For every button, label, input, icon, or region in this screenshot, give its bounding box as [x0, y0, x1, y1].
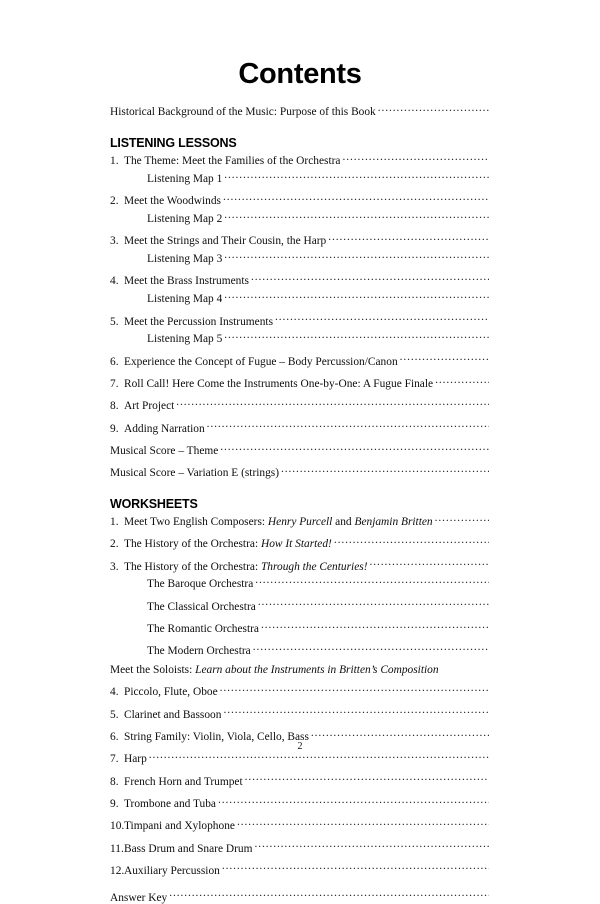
toc-entry-label-text: The History of the Orchestra:: [124, 539, 261, 551]
toc-entry-number: 11.: [110, 842, 124, 855]
toc-entry-label-text: Meet the Soloists:: [110, 665, 196, 677]
toc-entry-label-text: Meet Two English Composers:: [124, 516, 268, 528]
toc-entry-label: The Classical Orchestra: [147, 601, 256, 613]
toc-entry-label-italic: Through the Centuries!: [260, 561, 368, 573]
toc-entry-label-text: and: [332, 516, 355, 528]
toc-entry-label: Listening Map 4: [147, 294, 223, 306]
toc-entry-label: Roll Call! Here Come the Instruments One-by-One: A Fugue Finale: [124, 378, 434, 390]
toc-entry-number: 9.: [110, 797, 119, 810]
toc-entry-label: Historical Background of the Music: Purpose of this Book: [110, 107, 376, 119]
toc-entry-label: Listening Map 3: [147, 254, 223, 266]
toc-entry-label-italic: Benjamin Britten: [354, 516, 433, 528]
toc-entry-label: Clarinet and Bassoon: [124, 709, 222, 721]
toc-section-heading: LISTENING LESSONS: [110, 135, 237, 150]
toc-entry-label: Meet the Percussion Instruments: [124, 316, 274, 328]
toc-entry-number: 9.: [110, 422, 119, 435]
toc-entry-label: Harp: [124, 754, 147, 766]
toc-entry-number: 4.: [110, 275, 119, 288]
toc-entry-number: 5.: [110, 315, 119, 328]
toc-entry-label: Listening Map 2: [147, 214, 223, 226]
toc-entry-label: Art Project: [124, 401, 175, 413]
toc-entry-label: Answer Key: [110, 892, 168, 904]
toc-entry-label: Meet the Woodwinds: [124, 196, 221, 208]
page-number-footer: 2: [297, 741, 303, 752]
toc-entry-label: Listening Map 5: [147, 334, 223, 346]
toc-entry-number: 3.: [110, 235, 119, 248]
toc-entry-label: The Romantic Orchestra: [147, 623, 259, 635]
table-of-contents: [110, 104, 490, 904]
toc-entry-label: The Theme: Meet the Families of the Orchestra: [124, 156, 341, 168]
toc-entry-number: 7.: [110, 753, 119, 766]
toc-entry-number: 6.: [110, 355, 119, 368]
toc-entry-label: Meet the Brass Instruments: [124, 276, 249, 288]
toc-entry-label: Musical Score – Theme: [110, 445, 219, 457]
leader-dots: [169, 889, 489, 900]
page-title: Contents: [238, 58, 362, 90]
toc-entry-page: [110, 104, 600, 881]
toc-entry-answer-key[interactable]: [110, 889, 490, 904]
toc-entry-label: The Modern Orchestra: [147, 646, 251, 658]
toc-entry-label: Listening Map 1: [147, 173, 223, 185]
toc-entry-label: The Baroque Orchestra: [147, 579, 254, 591]
toc-entry-number: 4.: [110, 686, 119, 699]
toc-entry-number: 2.: [110, 538, 119, 551]
toc-entry-label: Musical Score – Variation E (strings): [110, 468, 280, 480]
toc-entry-label-italic: How It Started!: [260, 539, 332, 551]
toc-entry-label: Timpani and Xylophone: [124, 821, 235, 833]
toc-entry-number: 8.: [110, 400, 119, 413]
toc-entry-label: Auxiliary Percussion: [124, 865, 220, 877]
toc-entry-number: 5.: [110, 708, 119, 721]
toc-entry-number: 7.: [110, 377, 119, 390]
toc-entry-label-italic: Henry Purcell: [267, 516, 333, 528]
toc-entry-label: String Family: Violin, Viola, Cello, Bass: [124, 732, 309, 744]
toc-entry-label-italic: Learn about the Instruments in Britten’s Composition: [195, 665, 439, 677]
toc-entry-number: 10.: [110, 820, 125, 833]
toc-entry-label: Piccolo, Flute, Oboe: [124, 687, 218, 699]
toc-entry-number: 8.: [110, 775, 119, 788]
toc-entry-number: 12.: [110, 864, 125, 877]
toc-entry-label: Experience the Concept of Fugue – Body Percussion/Canon: [124, 356, 398, 368]
toc-entry-number: 6.: [110, 731, 119, 744]
toc-entry-label: Meet the Strings and Their Cousin, the Harp: [124, 236, 327, 248]
toc-entry-number: 2.: [110, 195, 119, 208]
toc-entry-label-text: The History of the Orchestra:: [124, 561, 261, 573]
toc-entry-label: French Horn and Trumpet: [124, 776, 243, 788]
toc-section-heading: WORKSHEETS: [110, 496, 198, 511]
toc-entry-number: 1.: [110, 515, 119, 528]
toc-entry-label: Trombone and Tuba: [124, 798, 216, 810]
toc-entry-number: 3.: [110, 560, 119, 573]
toc-entry-label: Adding Narration: [124, 423, 205, 435]
toc-entry-number: 1.: [110, 155, 119, 168]
toc-entry-label: Bass Drum and Snare Drum: [124, 843, 253, 855]
